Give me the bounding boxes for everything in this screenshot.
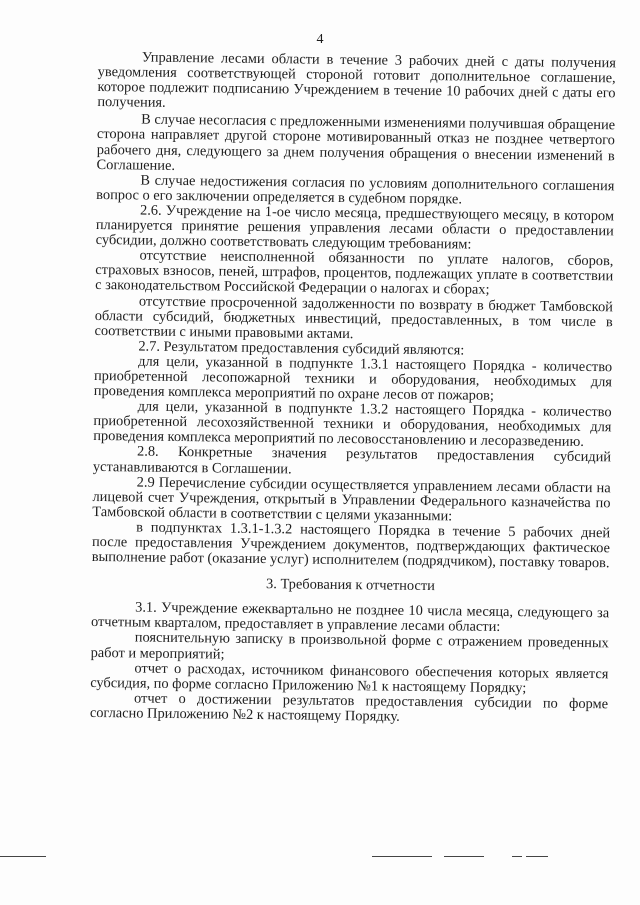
page-number: 4: [316, 32, 324, 47]
paragraph: 2.7. Результатом предоставления субсидий являются:: [138, 338, 465, 359]
scan-artifact-line: [444, 856, 484, 857]
paragraph: для цели, указанной в подпункте 1.3.2 настоящего Порядка - количество приобретенной лесохозяйственной техники и оборудования, необходимых для проведения комплекса мероприятий по лесовосстановлению и лесоразведению.: [93, 398, 612, 451]
paragraph: отсутствие просроченной задолженности по возврату в бюджет Тамбовской области субсидий, бюджетных инвестиций, предоставленных, в том числе в соответствии с иными правовыми актами.: [94, 293, 613, 342]
paragraph: в подпунктах 1.3.1-1.3.2 настоящего Порядка в течение 5 рабочих дней после предоставления Учреждением документов, подтверждающих фактическое выполнение работ (оказание услуг) исполнителем (подрядчиком), поставку товаров.: [91, 519, 611, 572]
paragraph: отчет о расходах, источником финансового обеспечения которых является субсидия, по форме согласно Приложению №1 к настоящему Порядку;: [90, 660, 609, 697]
scan-artifact-line: [0, 856, 46, 857]
paragraph: В случае несогласия с предложенными изменениями получившая обращение сторона направляет другой стороне мотивированный отказ не позднее четвертого рабочего дня, следующего за днем получения обращения о внесении изменений в Соглашение.: [96, 111, 616, 174]
paragraph: 2.9 Перечисление субсидии осуществляется управлением лесами области на лицевой счет Учреждения, открытый в Управлении Федерального казначейства по Тамбовской области в соответствии с целями указанными:: [92, 474, 611, 525]
document-body: [90, 50, 616, 727]
paragraph: для цели, указанной в подпункте 1.3.1 настоящего Порядка - количество приобретенной лесопожарной техники и оборудования, необходимых для проведения комплекса мероприятий по охране лесов от пожаров;: [93, 353, 613, 404]
paragraph: пояснительную записку в произвольной форме с отражением проведенных работ и мероприятий;: [90, 629, 609, 663]
scan-artifact-line: [372, 856, 432, 857]
scan-artifact-line: [512, 856, 522, 857]
paragraph: 3.1. Учреждение ежеквартально не позднее 10 числа месяца, следующего за отчетным кварталом, предоставляет в управление лесами области:: [90, 599, 610, 636]
paragraph: В случае недостижения согласия по условиям дополнительного соглашения вопрос о его заключении определяется в судебном порядке.: [96, 172, 615, 208]
paragraph: Управление лесами области в течение 3 рабочих дней с даты получения уведомления соответствующей стороной готовит дополнительное соглашение, которое подлежит подписанию Учреждением в течение 10 рабочих дней с даты его получения.: [97, 49, 616, 112]
scan-artifact-line: [526, 856, 548, 857]
paragraph: отсутствие неисполненной обязанности по уплате налогов, сборов, страховых взносов, пеней, штрафов, процентов, подлежащих уплате в соответствии с законодательством Российской Федерации о налогах и сборах;: [95, 247, 614, 299]
section-heading: 3. Требования к отчетности: [265, 576, 435, 595]
paragraph: отчет о достижении результатов предоставления субсидии по форме согласно Приложению №2 к настоящему Порядку.: [89, 690, 609, 725]
paragraph: 2.6. Учреждение на 1-ое число месяца, предшествующего месяцу, в котором планируется принятие решения управления лесами области о предоставлении субсидии, должно соответствовать следующим требованиям:: [95, 202, 615, 253]
paragraph: 2.8. Конкретные значения результатов предоставления субсидий устанавливаются в Соглашении.: [92, 443, 612, 477]
